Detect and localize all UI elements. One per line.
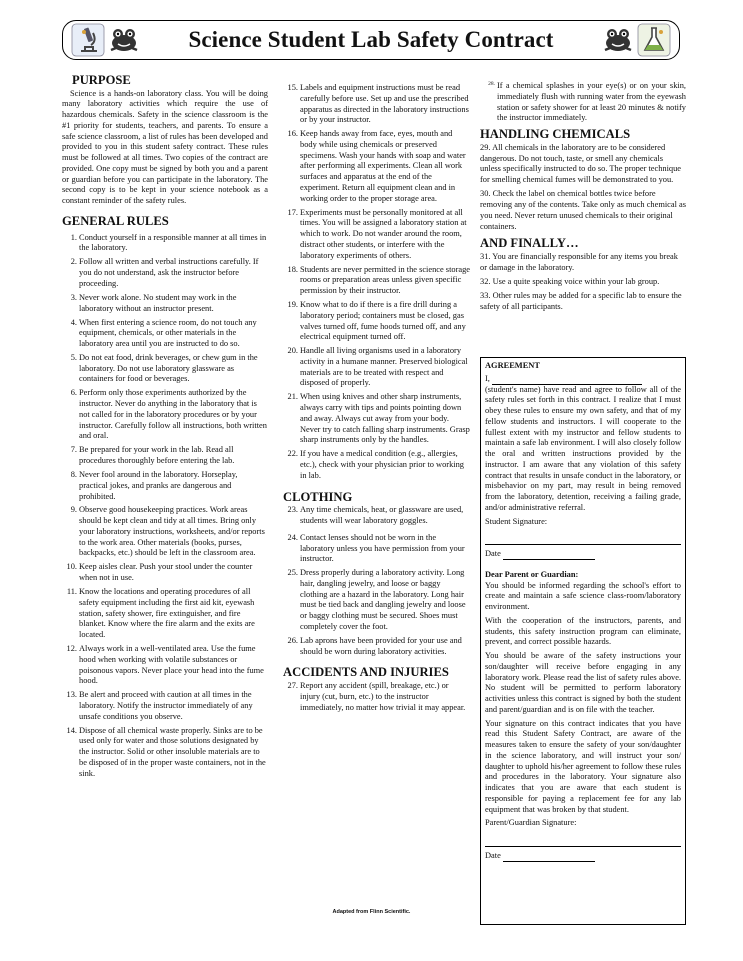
list-item: 1. Conduct yourself in a responsible manner at all times in the laboratory. [70, 232, 267, 253]
list-item: 26. Lab aprons have been provided for your use and should be worn during laboratory activities. [287, 635, 462, 656]
and-finally-heading: AND FINALLY… [480, 236, 579, 251]
parent-paragraph: With the cooperation of the instructors, parents, and students, this safety instruction program can eliminate, prevent, and correct possible hazards. [485, 615, 681, 647]
accidents-heading: ACCIDENTS AND INJURIES [283, 665, 449, 680]
agreement-text: (student's name) have read and agree to follow all of the safety rules set forth in this contract. I realize that I must obey these rules to ensure my own safety, and that of my fellow students and instructors. I will cooperate to the fullest extent with my instructor and fellow students to maintain a safe lab environment. I will also closely follow the oral and written instructions provided by the instructor. I am aware that any violation of this safety contract that results in unsafe conduct in the laboratory, or misbehavior on my part, may result in being removed from the laboratory, detention, receiving a failing grade, and/or administrative referral. [485, 384, 681, 512]
list-item: 28. If a chemical splashes in your eye(s) or on your skin, immediately flush with running water from the eyewash station or safety shower for at least 20 minutes & notify the instructor immediately. [488, 81, 686, 123]
parent-date-field[interactable] [503, 850, 595, 862]
parent-paragraph: You should be aware of the safety instructions your son/daughter will receive before engaging in any laboratory work. Please read the list of safety rules above. No student will be permitted to perform laboratory activities unless this contract is signed by both the student and parent/guardian and is on file with the teacher. [485, 651, 681, 714]
list-item: 33. Other rules may be added for a specific lab to ensure the safety of all participants. [480, 291, 682, 311]
parent-paragraph: You should be informed regarding the school's effort to create and maintain a safe science class-room/laboratory environment. [485, 580, 681, 611]
list-item: 18. Students are never permitted in the science storage rooms or preparation areas unless given specific permission by their instructor. [287, 264, 470, 296]
list-item: 3. Never work alone. No student may work in the laboratory without an instructor present. [70, 292, 237, 313]
student-date-field[interactable] [503, 548, 595, 560]
student-signature-label: Student Signature: [485, 516, 548, 526]
student-signature-field[interactable] [485, 533, 681, 545]
list-item: 23. Any time chemicals, heat, or glassware are used, students will wear laboratory goggles. [287, 505, 464, 526]
list-item: 4. When first entering a science room, do not touch any equipment, chemicals, or other materials in the laboratory area until you are instructed to do so. [70, 317, 257, 349]
footer-credit: Adapted from Flinn Scientific. [332, 909, 411, 915]
agreement-i-label: I, [485, 373, 490, 383]
list-item: 8. Never fool around in the laboratory. Horseplay, practical jokes, and pranks are dangerous and prohibited. [70, 470, 238, 501]
list-item: 31. You are financially responsible for any items you break or damage in the laboratory. [480, 252, 678, 272]
list-item: 24. Contact lenses should not be worn in the laboratory unless you have permission from your instructor. [287, 532, 465, 564]
general-rules-heading: GENERAL RULES [62, 213, 169, 228]
agreement-box [480, 357, 686, 925]
list-item: 20. Handle all living organisms used in a laboratory activity in a humane manner. Preserved biological materials are to be treated with respect and disposed of properly. [287, 346, 468, 388]
list-item: 22. If you have a medical condition (e.g., allergies, etc.), check with your physician prior to working in lab. [287, 449, 464, 480]
general-rules-continued-list [283, 83, 470, 482]
frog-icon [601, 23, 635, 57]
accidents-continued-list [480, 81, 686, 124]
agreement-heading: AGREEMENT [485, 361, 540, 370]
list-item: 10. Keep aisles clear. Push your stool under the counter when not in use. [66, 562, 253, 583]
list-item: 5. Do not eat food, drink beverages, or chew gum in the laboratory. Do not use laboratory glassware as containers for food or beverages. [70, 352, 258, 384]
handling-chemicals-list [480, 143, 686, 232]
clothing-list [283, 505, 470, 657]
list-item: 17. Experiments must be personally monitored at all times. You will be assigned a laboratory station at which to work. Do not wander around the room, distract other students, or interfere with the laboratory experiments of others. [287, 207, 467, 260]
frog-icon [107, 23, 141, 57]
parent-signature-field[interactable] [485, 835, 681, 847]
student-name-field[interactable] [492, 373, 642, 385]
list-item: 29. All chemicals in the laboratory are to be considered dangerous. Do not touch, taste, or smell any chemicals unless specifically instructed to do so. The proper technique for smelling chemical fumes will be demonstrated to you. [480, 142, 682, 185]
list-item: 32. Use a quite speaking voice within your lab group. [480, 276, 660, 286]
list-item: 12. Always work in a well-ventilated area. Use the fume hood when working with volatile substances or poisonous vapors. Never place your head into the fume hood. [66, 644, 264, 686]
parent-paragraph: Your signature on this contract indicates that you have read this Student Safety Contract, are aware of the measures taken to ensure the safety of your son/daughter in the science laboratory, and will instruct your son/ daughter to uphold his/her agreement to follow these rules and procedures in the laboratory. Your signature also indicates that you are aware that each student is responsible for paying a replacement fee for any lab equipment that was broken by that student. [485, 718, 681, 814]
list-item: 6. Perform only those experiments authorized by the instructor. Never do anything in the laboratory that is not called for in the laboratory procedures or by your instructor. Carefully follow all instructions, both written and oral. [70, 388, 267, 441]
purpose-text: Science is a hands-on laboratory class. You will be doing many laboratory activities which require the use of hazardous chemicals. Safety in the science classroom is the #1 priority for students, teachers, and parents. To ensure a safe science classroom, a list of rules has been developed and provided to you in this student safety contract. These rules must be followed at all times. Two copies of the contract are provided. One copy must be signed by both you and a parent or guardian before you can participate in the laboratory. The second copy is to be kept in your science notebook as a constant reminder of the safety rules. [62, 88, 268, 206]
list-item: 19. Know what to do if there is a fire drill during a laboratory period; containers must be closed, gas valves turned off, fume hoods turned off, and any electrical equipment turned off. [287, 300, 466, 342]
right-column [480, 73, 686, 316]
list-item: 13. Be alert and proceed with caution at all times in the laboratory. Notify the instructor immediately of any unsafe conditions you observe. [66, 690, 253, 721]
list-item: 15. Labels and equipment instructions must be read carefully before use. Set up and use the prescribed apparatus as directed in the laboratory instructions or by your instructor. [287, 83, 469, 125]
student-date-label: Date [485, 549, 501, 558]
title-banner [62, 20, 680, 60]
parent-signature-label: Parent/Guardian Signature: [485, 818, 577, 828]
list-item: 11. Know the locations and operating procedures of all safety equipment including the first aid kit, eyewash station, safety shower, fire extinguisher, and fire blanket. Know where the fire alarm and the exits are located. [66, 587, 255, 640]
parent-heading: Dear Parent or Guardian: [485, 569, 579, 579]
handling-chemicals-heading: HANDLING CHEMICALS [480, 127, 631, 142]
list-item: 16. Keep hands away from face, eyes, mouth and body while using chemicals or preserved specimens. Wash your hands with soap and water after performing all experiments. Clean all work surfaces and apparatus at the end of the experiment. Return all equipment clean and in working order to the proper storage area. [287, 129, 466, 203]
list-item: 2. Follow all written and verbal instructions carefully. If you do not understand, ask the instructor before proceeding. [70, 257, 259, 288]
list-item: 7. Be prepared for your work in the lab. Read all procedures thoroughly before entering the lab. [70, 445, 235, 466]
list-item: 14. Dispose of all chemical waste properly. Sinks are to be used only for water and those solutions designated by the instructor. Solid or other insoluble materials are to be disposed of in the proper waste containers, not in the sink. [66, 725, 266, 778]
list-item: 25. Dress properly during a laboratory activity. Long hair, dangling jewelry, and loose or baggy clothing are a hazard in the laboratory. Long hair must be tied back and dangling jewelry and loose or baggy clothing must be secured. Shoes must completely cover the foot. [287, 568, 466, 631]
and-finally-list [480, 252, 686, 313]
list-item: 9. Observe good housekeeping practices. Work areas should be kept clean and tidy at all times. Bring only your laboratory instructions, worksheets, and/or reports to the work area. Other materials (books, purses, backpacks, etc.) should be left in the classroom area. [70, 505, 265, 558]
left-column [62, 73, 268, 783]
microscope-icon [71, 23, 105, 57]
list-item: 30. Check the label on chemical bottles twice before removing any of the contents. Take only as much chemical as you need. Never return unused chemicals to their original containers. [480, 189, 687, 231]
clothing-heading: CLOTHING [283, 489, 353, 504]
list-item: 21. When using knives and other sharp instruments, always carry with tips and points pointing down and away. Always cut away from your body. Never try to catch falling sharp instruments. Grasp sharp instruments only by the handles. [287, 392, 470, 445]
parent-date-label: Date [485, 850, 501, 860]
general-rules-list [62, 233, 268, 780]
middle-column [283, 73, 470, 717]
page-title: Science Student Lab Safety Contract [188, 27, 554, 53]
accidents-list [283, 681, 470, 713]
purpose-heading: PURPOSE [72, 73, 131, 87]
list-item: 27. Report any accident (spill, breakage, etc.) or injury (cut, burn, etc.) to the instructor immediately, no matter how trivial it may appear. [287, 681, 466, 712]
flask-icon [637, 23, 671, 57]
